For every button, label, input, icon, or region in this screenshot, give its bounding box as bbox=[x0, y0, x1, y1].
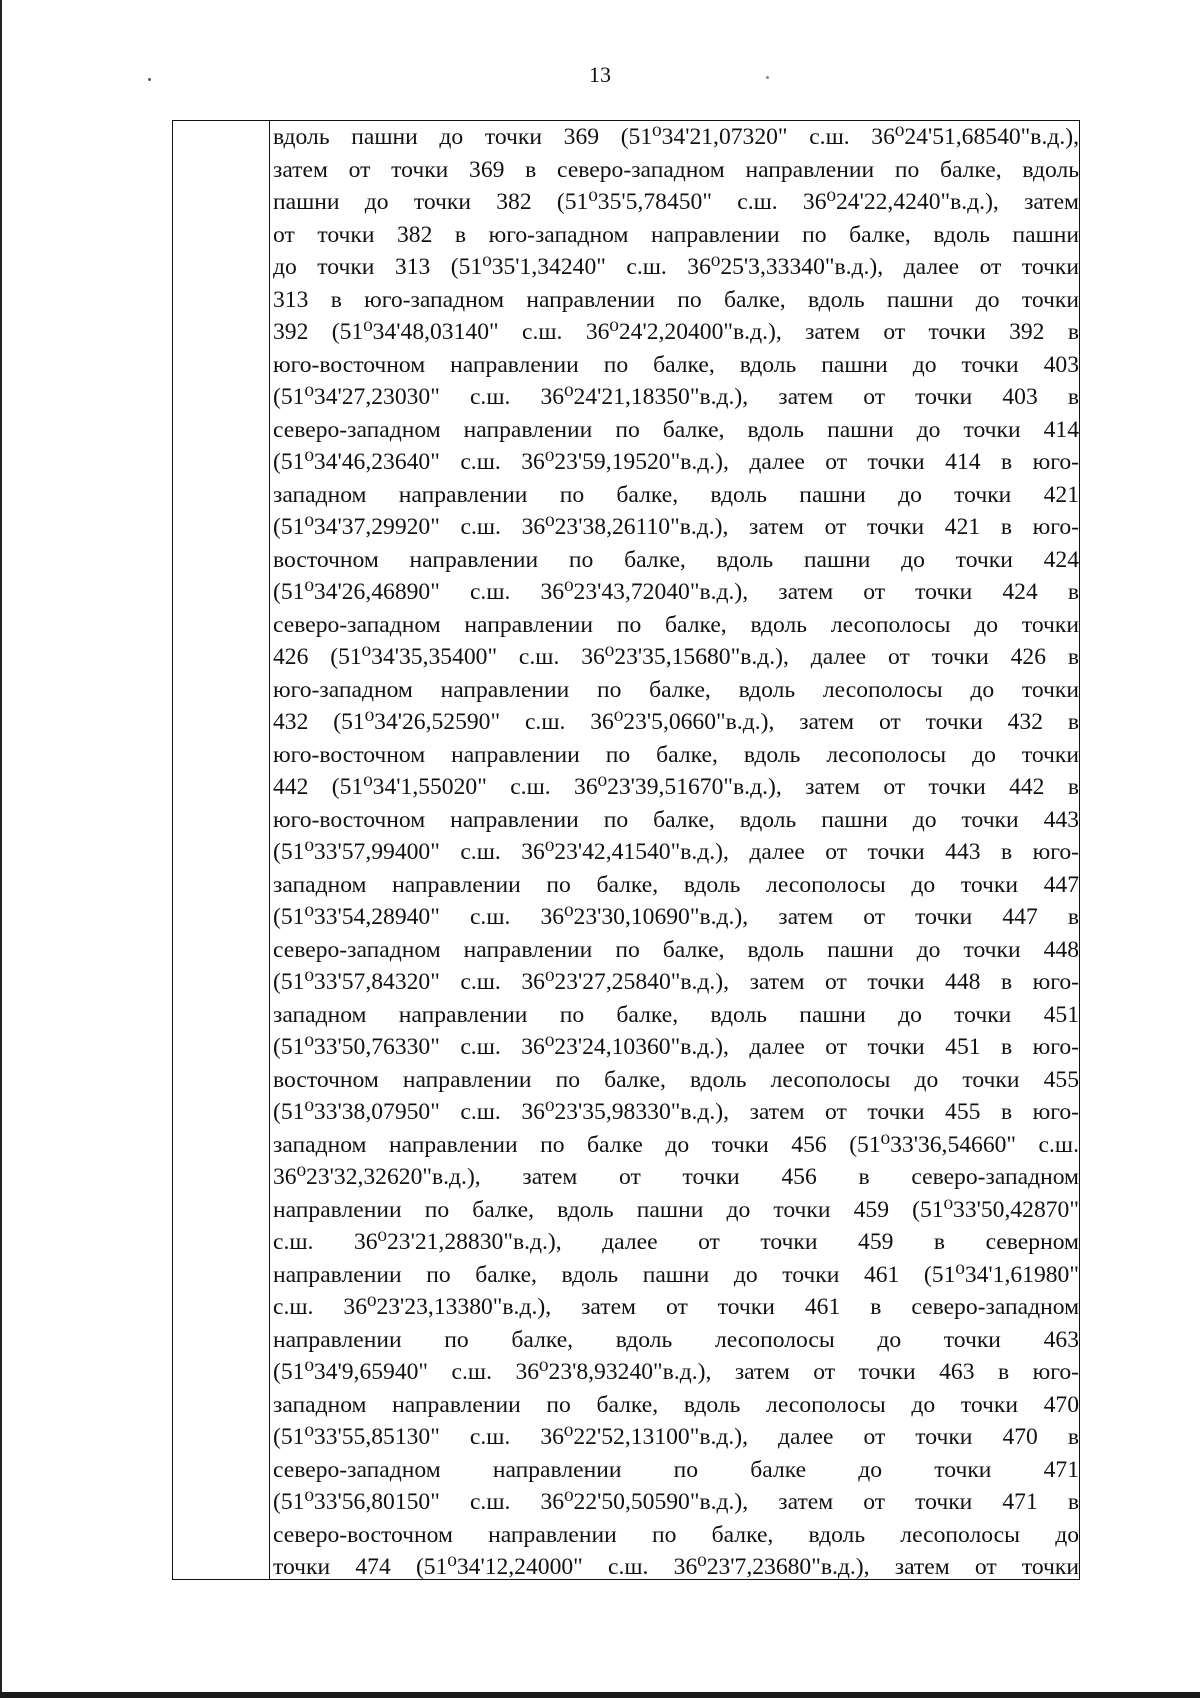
text-line: (51⁰33'50,76330" с.ш. 36⁰23'24,10360"в.д.), далее от точки 451 в юго- bbox=[273, 1034, 1079, 1060]
scan-edge bbox=[0, 0, 2, 1698]
text-line: северо-западном направлении по балке, вдоль пашни до точки 414 bbox=[273, 416, 1079, 443]
text-line: западном направлении по балке, вдоль пашни до точки 451 bbox=[273, 1001, 1079, 1028]
text-line: направлении по балке, вдоль пашни до точки 461 (51⁰34'1,61980" bbox=[273, 1261, 1079, 1288]
text-line: (51⁰34'27,23030" с.ш. 36⁰24'21,18350"в.д.), затем от точки 403 в bbox=[273, 384, 1079, 410]
text-line: 313 в юго-западном направлении по балке, вдоль пашни до точки bbox=[273, 286, 1079, 313]
table-text-column bbox=[270, 121, 1079, 1579]
text-line: юго-восточном направлении по балке, вдоль пашни до точки 443 bbox=[273, 806, 1079, 833]
text-line: (51⁰34'37,29920" с.ш. 36⁰23'38,26110"в.д.), затем от точки 421 в юго- bbox=[273, 514, 1079, 540]
text-line: 426 (51⁰34'35,35400" с.ш. 36⁰23'35,15680"в.д.), далее от точки 426 в bbox=[273, 644, 1079, 670]
text-line: северо-западном направлении по балке до точки 471 bbox=[273, 1456, 1079, 1483]
text-line: северо-западном направлении по балке, вдоль лесополосы до точки bbox=[273, 611, 1079, 638]
text-line: юго-восточном направлении по балке, вдоль лесополосы до точки bbox=[273, 741, 1079, 768]
text-line: 432 (51⁰34'26,52590" с.ш. 36⁰23'5,0660"в.д.), затем от точки 432 в bbox=[273, 709, 1079, 735]
text-line: вдоль пашни до точки 369 (51⁰34'21,07320" с.ш. 36⁰24'51,68540"в.д.), bbox=[273, 124, 1079, 150]
text-line: юго-восточном направлении по балке, вдоль пашни до точки 403 bbox=[273, 351, 1079, 378]
text-line: северо-восточном направлении по балке, вдоль лесополосы до bbox=[273, 1521, 1079, 1548]
text-line: от точки 382 в юго-западном направлении по балке, вдоль пашни bbox=[273, 221, 1079, 248]
text-line: (51⁰33'38,07950" с.ш. 36⁰23'35,98330"в.д.), затем от точки 455 в юго- bbox=[273, 1099, 1079, 1125]
text-line: (51⁰34'9,65940" с.ш. 36⁰23'8,93240"в.д.), затем от точки 463 в юго- bbox=[273, 1359, 1079, 1385]
text-line: с.ш. 36⁰23'21,28830"в.д.), далее от точки 459 в северном bbox=[273, 1229, 1079, 1255]
text-line: (51⁰33'55,85130" с.ш. 36⁰22'52,13100"в.д.), далее от точки 470 в bbox=[273, 1424, 1079, 1450]
document-table bbox=[172, 120, 1080, 1580]
text-line: западном направлении по балке, вдоль лесополосы до точки 447 bbox=[273, 871, 1079, 898]
text-line: (51⁰33'57,84320" с.ш. 36⁰23'27,25840"в.д.), затем от точки 448 в юго- bbox=[273, 969, 1079, 995]
text-line: северо-западном направлении по балке, вдоль пашни до точки 448 bbox=[273, 936, 1079, 963]
text-line: восточном направлении по балке, вдоль пашни до точки 424 bbox=[273, 546, 1079, 573]
text-line: западном направлении по балке, вдоль пашни до точки 421 bbox=[273, 481, 1079, 508]
text-line: юго-западном направлении по балке, вдоль лесополосы до точки bbox=[273, 676, 1079, 703]
text-line: (51⁰33'56,80150" с.ш. 36⁰22'50,50590"в.д.), затем от точки 471 в bbox=[273, 1489, 1079, 1515]
table-left-column bbox=[173, 121, 270, 1579]
text-line: с.ш. 36⁰23'23,13380"в.д.), затем от точки 461 в северо-западном bbox=[273, 1294, 1079, 1320]
text-line: (51⁰34'26,46890" с.ш. 36⁰23'43,72040"в.д.), затем от точки 424 в bbox=[273, 579, 1079, 605]
text-line: затем от точки 369 в северо-западном направлении по балке, вдоль bbox=[273, 156, 1079, 183]
page-number: 13 bbox=[589, 62, 611, 87]
scan-edge bbox=[0, 1692, 1200, 1698]
text-line: (51⁰33'57,99400" с.ш. 36⁰23'42,41540"в.д.), далее от точки 443 в юго- bbox=[273, 839, 1079, 865]
text-line: направлении по балке, вдоль пашни до точки 459 (51⁰33'50,42870" bbox=[273, 1196, 1079, 1223]
text-line: 442 (51⁰34'1,55020" с.ш. 36⁰23'39,51670"в.д.), затем от точки 442 в bbox=[273, 774, 1079, 800]
text-line: пашни до точки 382 (51⁰35'5,78450" с.ш. 36⁰24'22,4240"в.д.), затем bbox=[273, 189, 1079, 215]
text-line: 392 (51⁰34'48,03140" с.ш. 36⁰24'2,20400"в.д.), затем от точки 392 в bbox=[273, 319, 1079, 345]
text-line: западном направлении по балке до точки 456 (51⁰33'36,54660" с.ш. bbox=[273, 1131, 1079, 1158]
text-line: направлении по балке, вдоль лесополосы до точки 463 bbox=[273, 1326, 1079, 1353]
text-line: точки 474 (51⁰34'12,24000" с.ш. 36⁰23'7,23680"в.д.), затем от точки bbox=[273, 1554, 1079, 1580]
text-line: (51⁰33'54,28940" с.ш. 36⁰23'30,10690"в.д.), затем от точки 447 в bbox=[273, 904, 1079, 930]
text-line: западном направлении по балке, вдоль лесополосы до точки 470 bbox=[273, 1391, 1079, 1418]
text-line: восточном направлении по балке, вдоль лесополосы до точки 455 bbox=[273, 1066, 1079, 1093]
text-line: до точки 313 (51⁰35'1,34240" с.ш. 36⁰25'3,33340"в.д.), далее от точки bbox=[273, 254, 1079, 280]
text-line: 36⁰23'32,32620"в.д.), затем от точки 456 в северо-западном bbox=[273, 1164, 1079, 1190]
text-line: (51⁰34'46,23640" с.ш. 36⁰23'59,19520"в.д.), далее от точки 414 в юго- bbox=[273, 449, 1079, 475]
